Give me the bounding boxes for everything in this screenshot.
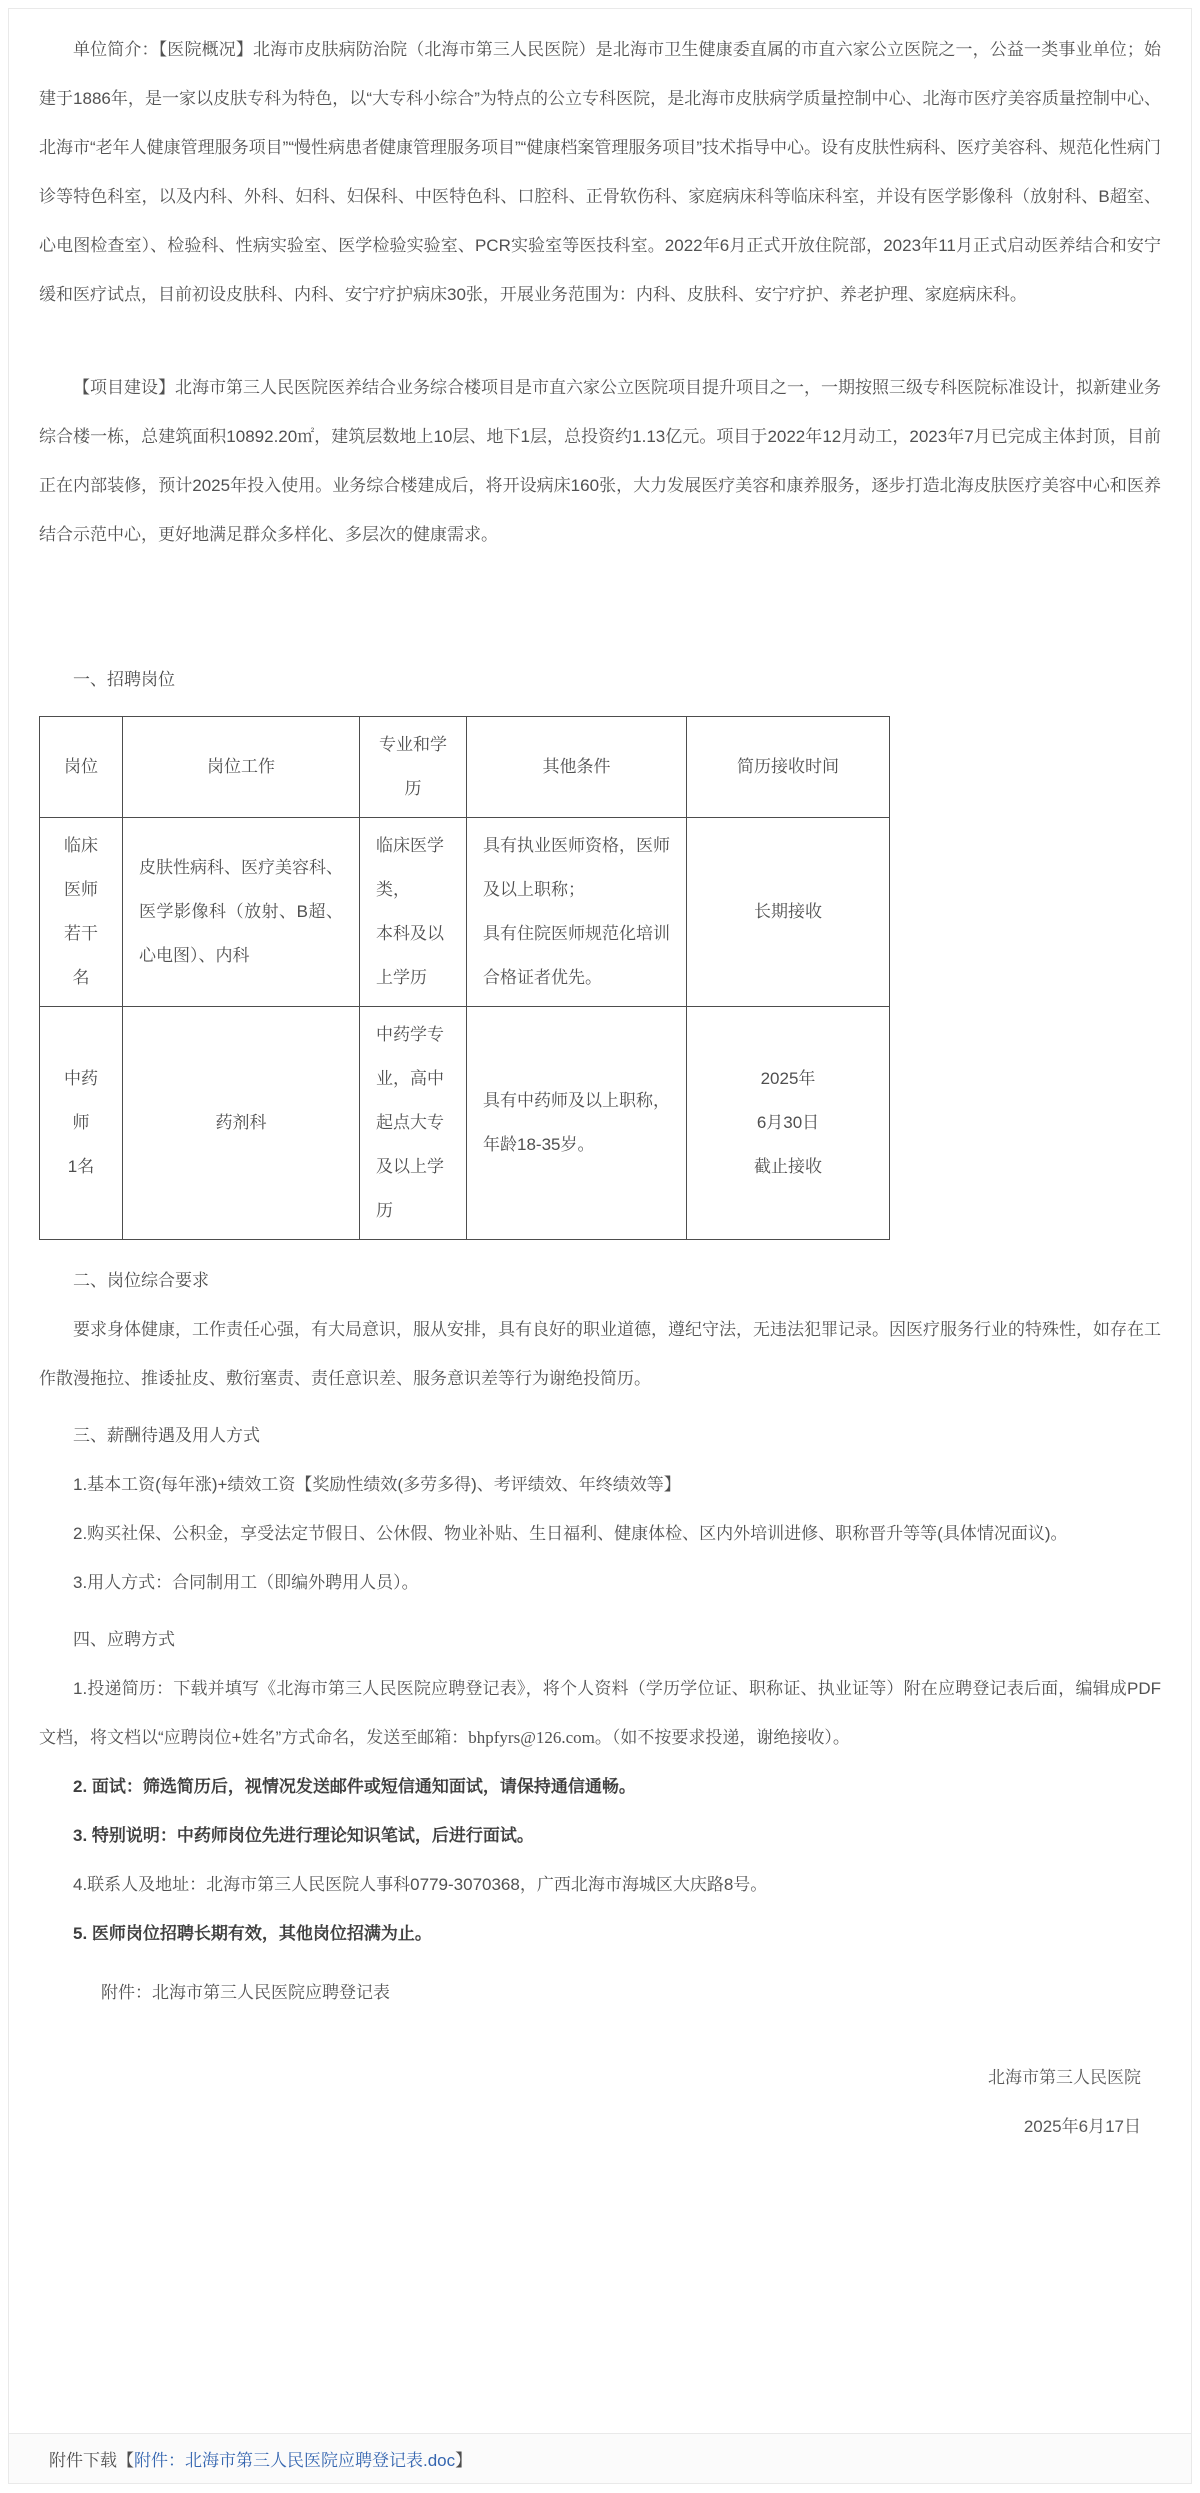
column-header-other: 其他条件 (467, 717, 687, 818)
resume-time-cell: 长期接收 (687, 818, 890, 1007)
signature-org: 北海市第三人民医院 (988, 2068, 1141, 2087)
other-conditions-cell: 具有中药师及以上职称，年龄18-35岁。 (467, 1007, 687, 1240)
attachment-download-link[interactable]: 附件：北海市第三人民医院应聘登记表.doc (134, 2451, 456, 2470)
notice-body (9, 9, 1191, 2151)
major-cell: 中药学专业，高中起点大专及以上学历 (360, 1007, 467, 1240)
apply-item-4: 4.联系人及地址：北海市第三人民医院人事科0779-3070368，广西北海市海城区大庆路8号。 (73, 1875, 768, 1894)
intro-paragraph-overview: 单位简介：【医院概况】北海市皮肤病防治院（北海市第三人民医院）是北海市卫生健康委直属的市直六家公立医院之一，公益一类事业单位；始建于1886年，是一家以皮肤专科为特色，以“大专科小综合”为特点的公立专科医院，是北海市皮肤病学质量控制中心、北海市医疗美容质量控制中心、北海市“老年人健康管理服务项目”“慢性病患者健康管理服务项目”“健康档案管理服务项目”技术指导中心。设有皮肤性病科、医疗美容科、规范化性病门诊等特色科室，以及内科、外科、妇科、妇保科、中医特色科、口腔科、正骨软伤科、家庭病床科等临床科室，并设有医学影像科（放射科、B超室、心电图检查室）、检验科、性病实验室、医学检验实验室、PCR实验室等医技科室。2022年6月正式开放住院部，2023年11月正式启动医养结合和安宁缓和医疗试点，目前初设皮肤科、内科、安宁疗护病床30张，开展业务范围为：内科、皮肤科、安宁疗护、养老护理、家庭病床科。 (39, 40, 1161, 304)
attachment-note: 附件：北海市第三人民医院应聘登记表 (101, 1983, 390, 2002)
contact-email: bhpfyrs@126.com (468, 1728, 595, 1747)
intro-paragraph-construction: 【项目建设】北海市第三人民医院医养结合业务综合楼项目是市直六家公立医院项目提升项目之一，一期按照三级专科医院标准设计，拟新建业务综合楼一栋，总建筑面积10892.20㎡，建筑层数地上10层、地下1层，总投资约1.13亿元。项目于2022年12月动工，2023年7月已完成主体封顶，目前正在内部装修，预计2025年投入使用。业务综合楼建成后，将开设病床160张，大力发展医疗美容和康养服务，逐步打造北海皮肤医疗美容中心和医养结合示范中心，更好地满足群众多样化、多层次的健康需求。 (39, 378, 1161, 544)
signature-date: 2025年6月17日 (1023, 2117, 1141, 2136)
apply-item-1 (39, 1664, 1161, 1762)
column-header-post: 岗位 (40, 717, 123, 818)
post-name-cell: 临床 医师 若干名 (40, 818, 123, 1007)
apply-item-3: 3. 特别说明：中药师岗位先进行理论知识笔试，后进行面试。 (73, 1826, 534, 1845)
requirements-paragraph: 要求身体健康，工作责任心强，有大局意识，服从安排，具有良好的职业道德，遵纪守法，无违法犯罪记录。因医疗服务行业的特殊性，如存在工作散漫拖拉、推诿扯皮、敷衍塞责、责任意识差、服务意识差等行为谢绝投简历。 (39, 1320, 1161, 1388)
major-cell: 临床医学类， 本科及以上学历 (360, 818, 467, 1007)
column-header-time: 简历接收时间 (687, 717, 890, 818)
recruitment-table (39, 716, 890, 1240)
salary-item-1: 1.基本工资(每年涨)+绩效工资【奖励性绩效(多劳多得)、考评绩效、年终绩效等】 (73, 1475, 681, 1494)
column-header-major: 专业和学历 (360, 717, 467, 818)
resume-time-cell: 2025年 6月30日 截止接收 (687, 1007, 890, 1240)
apply-item-1-tail: 。（如不按要求投递，谢绝接收）。 (594, 1728, 850, 1747)
section-heading-requirements: 二、岗位综合要求 (73, 1271, 209, 1290)
table-header-row (40, 717, 890, 818)
column-header-work: 岗位工作 (123, 717, 360, 818)
job-row-clinician (40, 818, 890, 1007)
work-dept-cell: 皮肤性病科、医疗美容科、医学影像科（放射、B超、心电图）、内科 (123, 818, 360, 1007)
attachment-download-label: 附件下载 (49, 2451, 117, 2470)
other-conditions-cell: 具有执业医师资格，医师及以上职称； 具有住院医师规范化培训合格证者优先。 (467, 818, 687, 1007)
apply-item-5: 5. 医师岗位招聘长期有效，其他岗位招满为止。 (73, 1924, 432, 1943)
signature-block (39, 2053, 1161, 2151)
salary-item-2: 2.购买社保、公积金，享受法定节假日、公休假、物业补贴、生日福利、健康体检、区内外培训进修、职称晋升等等(具体情况面议)。 (73, 1524, 1068, 1543)
section-heading-salary: 三、薪酬待遇及用人方式 (73, 1426, 260, 1445)
post-name-cell: 中药师 1名 (40, 1007, 123, 1240)
salary-item-3: 3.用人方式：合同制用工（即编外聘用人员）。 (73, 1573, 419, 1592)
apply-item-1-text: 1.投递简历：下载并填写《北海市第三人民医院应聘登记表》，将个人资料（学历学位证、职称证、执业证等）附在应聘登记表后面，编辑成PDF文档，将文档以“应聘岗位+姓名”方式命名，发送至邮箱： (39, 1679, 1161, 1747)
section-heading-positions: 一、招聘岗位 (73, 670, 175, 689)
bracket-open: 【 (117, 2451, 134, 2470)
document-panel (8, 8, 1192, 2484)
apply-item-2: 2. 面试：筛选简历后，视情况发送邮件或短信通知面试，请保持通信通畅。 (73, 1777, 636, 1796)
work-dept-cell: 药剂科 (123, 1007, 360, 1240)
job-row-pharmacist (40, 1007, 890, 1240)
section-heading-apply: 四、应聘方式 (73, 1630, 175, 1649)
attachment-download-bar (9, 2433, 1191, 2483)
bracket-close: 】 (455, 2451, 473, 2470)
